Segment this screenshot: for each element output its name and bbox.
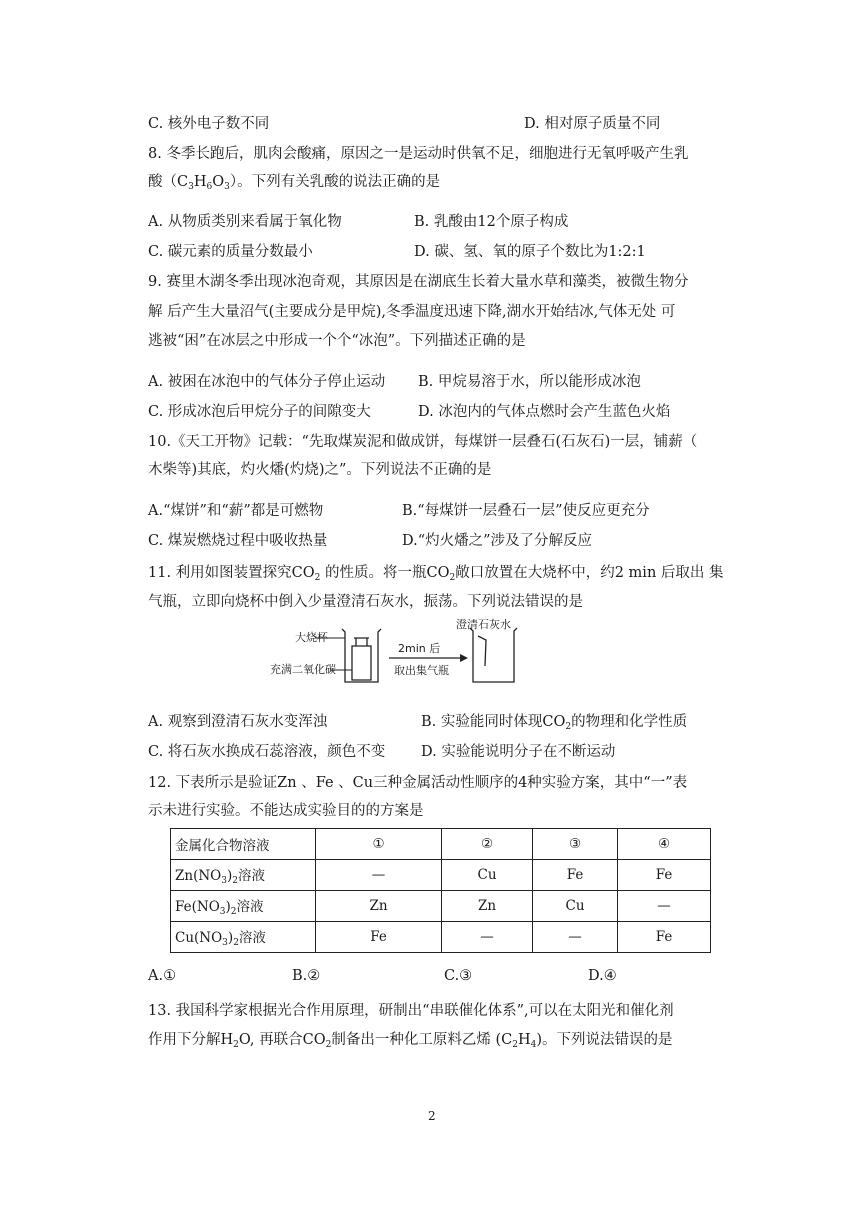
table-row-label: $Cu(NO_3)_2$溶液 xyxy=(171,922,316,953)
q9-stem-line1: 9. 赛里木湖冬季出现冰泡奇观，其原因是在湖底生长着大量水草和藻类，被微生物分 xyxy=(148,274,689,290)
table-row xyxy=(171,891,711,922)
q8-option-c: C. 碳元素的质量分数最小 xyxy=(148,244,313,260)
q10-option-a: A.“煤饼”和“薪”都是可燃物 xyxy=(148,503,324,519)
q9-option-d: D. 冰泡内的气体点燃时会产生蓝色火焰 xyxy=(418,404,671,420)
arrow-bottom-label: 取出集气瓶 xyxy=(394,664,449,677)
co2-bottle-label: 充满二氧化碳 xyxy=(270,663,336,676)
q10-stem-line1: 10.《天工开物》记载：“先取煤炭泥和做成饼，每煤饼一层叠石(石灰石)一层，铺薪（ xyxy=(148,434,698,450)
q9-option-c: C. 形成冰泡后甲烷分子的间隙变大 xyxy=(148,404,371,420)
table-cell: Zn xyxy=(442,891,533,922)
q9-option-b: B. 甲烷易溶于水，所以能形成冰泡 xyxy=(418,374,641,390)
q11-option-d: D. 实验能说明分子在不断运动 xyxy=(421,744,616,760)
q8-option-b: B. 乳酸由12个原子构成 xyxy=(414,214,569,230)
table-header-cell: 金属化合物溶液 xyxy=(171,829,316,860)
q11-option-c: C. 将石灰水换成石蕊溶液，颜色不变 xyxy=(148,744,386,760)
prev-option-d: D. 相对原子质量不同 xyxy=(524,116,661,132)
q8-option-a: A. 从物质类别来看属于氧化物 xyxy=(148,214,342,230)
table-header-cell: ② xyxy=(442,829,533,860)
q11-stem-line2: 气瓶，立即向烧杯中倒入少量澄清石灰水，振荡。下列说法错误的是 xyxy=(148,594,583,610)
table-cell: — xyxy=(316,860,442,891)
q12-stem-line2: 示未进行实验。不能达成实验目的的方案是 xyxy=(148,803,424,819)
q12-option-d: D.④ xyxy=(588,968,617,984)
arrow-head-icon xyxy=(460,654,468,662)
table-cell: Fe xyxy=(533,860,618,891)
beaker-label: 大烧杯 xyxy=(295,631,328,644)
arrow-top-label: 2min 后 xyxy=(398,642,441,655)
q10-stem-line2: 木柴等)其底，灼火燔(灼烧)之”。下列说法不正确的是 xyxy=(148,462,492,478)
table-row-label: $Zn(NO_3)_2$溶液 xyxy=(171,860,316,891)
table-cell: Cu xyxy=(533,891,618,922)
q8-option-d: D. 碳、氢、氧的原子个数比为1:2:1 xyxy=(414,244,646,260)
q13-stem-line2: 作用下分解$H_2O$, 再联合$CO_2$制备出一种化工原料乙烯 $(C_2H_4)$。下列说法错误的是 xyxy=(148,1032,673,1050)
table-header-row xyxy=(171,829,711,860)
table-header-cell: ① xyxy=(316,829,442,860)
q9-option-a: A. 被困在冰泡中的气体分子停止运动 xyxy=(148,374,386,390)
table-cell: Cu xyxy=(442,860,533,891)
table-header-cell: ④ xyxy=(618,829,711,860)
q8-stem-line2: 酸$(C_3H_6O_3)$。下列有关乳酸的说法正确的是 xyxy=(148,174,441,192)
page-number: 2 xyxy=(428,1109,436,1123)
prev-option-c: C. 核外电子数不同 xyxy=(148,116,270,132)
q10-option-d: D.“灼火燔之”涉及了分解反应 xyxy=(402,533,593,549)
q12-stem-line1: 12. 下表所示是验证Zn 、Fe 、Cu三种金属活动性顺序的4种实验方案，其中“一”表 xyxy=(148,775,688,791)
q9-stem-line2: 解 后产生大量沼气(主要成分是甲烷),冬季温度迅速下降,湖水开始结冰,气体无处 可 xyxy=(148,304,676,320)
table-cell: — xyxy=(442,922,533,953)
table-row xyxy=(171,860,711,891)
table-cell: — xyxy=(533,922,618,953)
q12-option-b: B.② xyxy=(292,968,321,984)
q11-apparatus-figure xyxy=(270,614,530,688)
q9-stem-line3: 逃被“困”在冰层之中形成一个个“冰泡”。下列描述正确的是 xyxy=(148,333,526,349)
q11-option-a: A. 观察到澄清石灰水变浑浊 xyxy=(148,714,328,730)
q10-option-b: B.“每煤饼一层叠石一层”使反应更充分 xyxy=(402,503,650,519)
q11-option-b: B. 实验能同时体现$CO_2$的物理和化学性质 xyxy=(421,714,688,732)
table-header-cell: ③ xyxy=(533,829,618,860)
q12-option-c: C.③ xyxy=(444,968,473,984)
q8-stem-line1: 8. 冬季长跑后，肌肉会酸痛，原因之一是运动时供氧不足，细胞进行无氧呼吸产生乳 xyxy=(148,146,689,162)
beaker-limewater-diagram xyxy=(470,628,517,682)
large-beaker-diagram xyxy=(342,629,381,682)
q13-stem-line1: 13. 我国科学家根据光合作用原理，研制出“串联催化体系”,可以在太阳光和催化剂 xyxy=(148,1003,674,1019)
table-cell: Fe xyxy=(316,922,442,953)
table-row xyxy=(171,922,711,953)
table-cell: Zn xyxy=(316,891,442,922)
q12-experiment-table xyxy=(170,828,711,953)
q12-option-a: A.① xyxy=(148,968,177,984)
table-cell: — xyxy=(618,891,711,922)
table-row-label: $Fe(NO_3)_2$溶液 xyxy=(171,891,316,922)
table-cell: Fe xyxy=(618,922,711,953)
q10-option-c: C. 煤炭燃烧过程中吸收热量 xyxy=(148,533,328,549)
table-cell: Fe xyxy=(618,860,711,891)
q11-stem-line1: 11. 利用如图装置探究$CO_2$ 的性质。将一瓶$CO_2$敞口放置在大烧杯中，约2 min 后取出 集 xyxy=(148,565,724,583)
limewater-label: 澄清石灰水 xyxy=(456,618,511,631)
